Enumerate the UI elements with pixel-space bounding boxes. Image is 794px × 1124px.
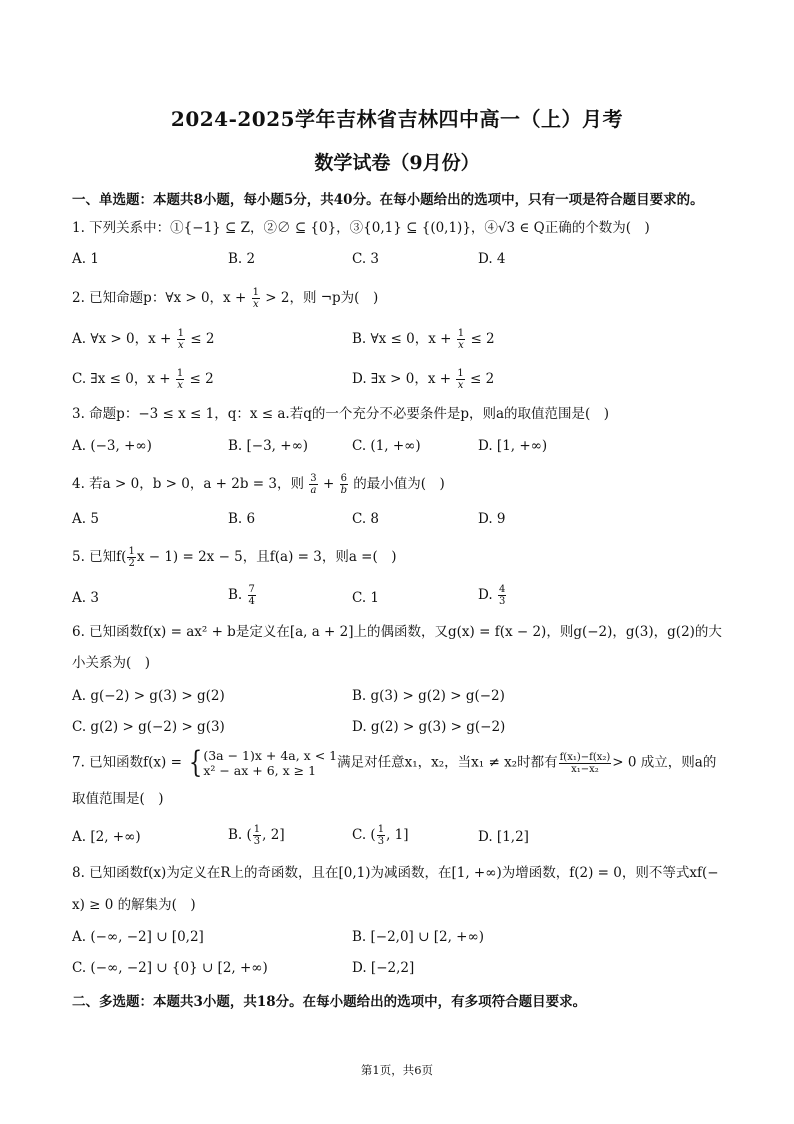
question-7-stem-line-2: 取值范围是( ): [72, 791, 164, 807]
question-5-option-d-fraction: [498, 584, 506, 607]
question-7-option-d: D. [1,2]: [478, 829, 529, 845]
question-5-stem-post: x − 1) = 2x − 5，且f(a) = 3，则a =( ): [136, 549, 397, 565]
question-2-option-c-fraction-num: 1: [176, 368, 184, 379]
question-7-case-2: x² − ax + 6, x ≥ 1: [203, 763, 317, 778]
question-7-fraction: [559, 752, 612, 775]
question-4-fraction-1-num: 3: [310, 473, 317, 484]
question-4-fraction-1-den: a: [310, 485, 317, 496]
question-4-fraction-2-den: b: [340, 485, 347, 496]
question-6-stem-line-1: 6. 已知函数f(x) = ax² + b是定义在[a, a + 2]上的偶函数，又g(x) = f(x − 2)，则g(−2)，g(3)，g(2)的大: [72, 624, 722, 640]
question-1-option-c: C. 3: [352, 251, 380, 267]
question-5-option-b: [228, 584, 257, 607]
question-4-fraction-2-num: 6: [340, 473, 347, 484]
question-7-fraction-num: f(x₁)−f(x₂): [559, 751, 611, 763]
question-4-fraction-2: [340, 473, 348, 496]
question-7-option-b-post: , 2]: [262, 827, 285, 843]
question-6-option-b: B. g(3) > g(2) > g(−2): [352, 688, 505, 704]
question-2-stem-post: > 2，则 ¬p为( ): [265, 290, 379, 306]
question-2-option-b: [352, 328, 495, 351]
question-3-option-a: A. (−3, +∞): [72, 438, 152, 454]
question-2-option-d-fraction: [456, 368, 464, 391]
question-3-option-d: D. [1, +∞): [478, 438, 548, 454]
question-5-option-b-fraction: [248, 584, 256, 607]
question-1-option-d: D. 4: [478, 251, 506, 267]
question-2-option-b-pre: B. ∀x ≤ 0，x +: [352, 331, 452, 347]
question-6-option-a: A. g(−2) > g(3) > g(2): [72, 688, 225, 704]
question-7-option-c-pre: C. (: [352, 827, 376, 843]
question-7-option-c-fraction-num: 1: [377, 824, 385, 835]
section-2-heading: 二、多选题：本题共3小题，共18分。在每小题给出的选项中，有多项符合题目要求。: [72, 994, 587, 1010]
question-4-stem-post: 的最小值为( ): [353, 476, 445, 492]
question-7-option-b-fraction-num: 1: [253, 824, 261, 835]
question-2-option-a: [72, 328, 214, 351]
question-7-option-a: A. [2, +∞): [72, 829, 141, 845]
question-7-option-c-fraction: [377, 824, 385, 847]
page-footer: 第1页，共6页: [360, 1063, 434, 1077]
question-5-option-d: [478, 584, 507, 607]
question-5-fraction: [127, 546, 135, 569]
question-5-option-a: A. 3: [72, 590, 99, 606]
question-2-option-d-pre: D. ∃x > 0，x +: [352, 371, 452, 387]
question-7-stem-mid: 满足对任意x₁，x₂，当x₁ ≠ x₂时都有: [337, 754, 558, 771]
question-2-option-a-fraction-num: 1: [177, 328, 184, 339]
question-8-option-a: A. (−∞, −2] ∪ [0,2]: [72, 929, 204, 945]
question-4-plus: +: [322, 476, 335, 492]
question-7-option-c-post: , 1]: [386, 827, 409, 843]
question-5-option-c: C. 1: [352, 590, 380, 606]
question-4-fraction-1: [309, 473, 317, 496]
question-2-stem: [72, 287, 378, 310]
question-2-fraction-num: 1: [252, 287, 259, 298]
question-7-option-b-fraction-den: 3: [253, 836, 261, 847]
question-1-option-a: A. 1: [72, 251, 99, 267]
question-5-option-d-label: D.: [478, 587, 493, 603]
question-5-stem: [72, 546, 397, 569]
question-2-option-c-post: ≤ 2: [189, 371, 214, 387]
question-2-stem-pre: 2. 已知命题p：∀x > 0，x +: [72, 290, 247, 306]
question-2-option-c-pre: C. ∃x ≤ 0，x +: [72, 371, 171, 387]
question-2-fraction: [252, 287, 260, 310]
question-8-stem-line-2: x) ≥ 0 的解集为( ): [72, 897, 196, 913]
question-2-option-a-fraction: [177, 328, 185, 351]
question-1-option-b: B. 2: [228, 251, 256, 267]
question-2-option-d-fraction-den: x: [457, 380, 464, 391]
question-2-option-c-fraction-den: x: [177, 380, 183, 391]
section-1-heading: 一、单选题：本题共8小题，每小题5分，共40分。在每小题给出的选项中，只有一项是符合题目要求的。: [72, 192, 704, 208]
question-2-option-b-fraction: [457, 328, 465, 351]
question-8-option-c: C. (−∞, −2] ∪ {0} ∪ [2, +∞): [72, 960, 268, 976]
question-2-option-c-fraction: [176, 368, 184, 391]
question-2-option-d-post: ≤ 2: [470, 371, 495, 387]
question-7-option-b-pre: B. (: [228, 827, 252, 843]
question-2-option-d-fraction-num: 1: [457, 368, 464, 379]
question-8-stem-line-1: 8. 已知函数f(x)为定义在R上的奇函数，且在[0,1)为减函数，在[1, +∞)为增函数，f(2) = 0，则不等式xf(−: [72, 865, 719, 881]
question-4-option-b: B. 6: [228, 511, 256, 527]
question-2-option-c: [72, 368, 214, 391]
piecewise-brace-icon: {: [189, 745, 203, 780]
question-5-fraction-num: 1: [128, 546, 135, 557]
question-5-option-b-fraction-num: 7: [248, 584, 255, 595]
question-3-option-b: B. [−3, +∞): [228, 438, 309, 454]
question-4-option-d: D. 9: [478, 511, 506, 527]
exam-title: 2024-2025学年吉林省吉林四中高一（上）月考: [170, 107, 624, 131]
question-7-case-1: (3a − 1)x + 4a, x < 1: [203, 748, 338, 763]
question-3-option-c: C. (1, +∞): [352, 438, 421, 454]
question-7-fraction-den: x₁−x₂: [571, 763, 599, 775]
question-2-option-a-pre: A. ∀x > 0，x +: [72, 331, 172, 347]
question-2-option-b-post: ≤ 2: [470, 331, 495, 347]
question-6-option-c: C. g(2) > g(−2) > g(3): [72, 719, 225, 735]
question-5-option-b-fraction-den: 4: [248, 596, 255, 607]
question-2-option-b-fraction-den: x: [458, 340, 464, 351]
question-2-option-b-fraction-num: 1: [457, 328, 465, 339]
question-6-option-d: D. g(2) > g(3) > g(−2): [352, 719, 506, 735]
question-7-option-b: [228, 824, 285, 847]
question-5-option-b-label: B.: [228, 587, 243, 603]
question-7-stem-post: > 0 成立，则a的: [612, 754, 717, 771]
question-4-option-a: A. 5: [72, 511, 99, 527]
question-1-stem: 1. 下列关系中：①{−1} ⊆ Z，②∅ ⊆ {0}，③{0,1} ⊆ {(0,1)}，④√3 ∈ Q正确的个数为( ): [72, 220, 650, 236]
question-2-option-d: [352, 368, 494, 391]
question-7-piecewise: [203, 748, 337, 778]
question-5-option-d-fraction-num: 4: [498, 584, 506, 595]
question-7-option-c-fraction-den: 3: [377, 836, 385, 847]
question-7-option-b-fraction: [253, 824, 261, 847]
exam-subtitle: 数学试卷（9月份）: [314, 152, 480, 174]
question-2-option-a-post: ≤ 2: [190, 331, 215, 347]
question-4-stem-pre: 4. 若a > 0，b > 0，a + 2b = 3，则: [72, 476, 304, 492]
question-7-stem-line-1: [72, 745, 717, 780]
question-5-option-d-fraction-den: 3: [498, 596, 506, 607]
question-3-stem: 3. 命题p：−3 ≤ x ≤ 1，q：x ≤ a.若q的一个充分不必要条件是p，则a的取值范围是( ): [72, 406, 610, 422]
question-8-option-d: D. [−2,2]: [352, 960, 415, 976]
question-4-stem: [72, 473, 445, 496]
question-7-stem-pre: 7. 已知函数f(x) =: [72, 754, 182, 771]
question-5-stem-pre: 5. 已知f(: [72, 549, 127, 565]
question-6-stem-line-2: 小关系为( ): [72, 655, 151, 671]
question-2-option-a-fraction-den: x: [177, 340, 184, 351]
question-2-fraction-den: x: [252, 299, 259, 310]
question-4-option-c: C. 8: [352, 511, 380, 527]
question-5-fraction-den: 2: [128, 558, 135, 569]
question-7-option-c: [352, 824, 409, 847]
question-8-option-b: B. [−2,0] ∪ [2, +∞): [352, 929, 484, 945]
